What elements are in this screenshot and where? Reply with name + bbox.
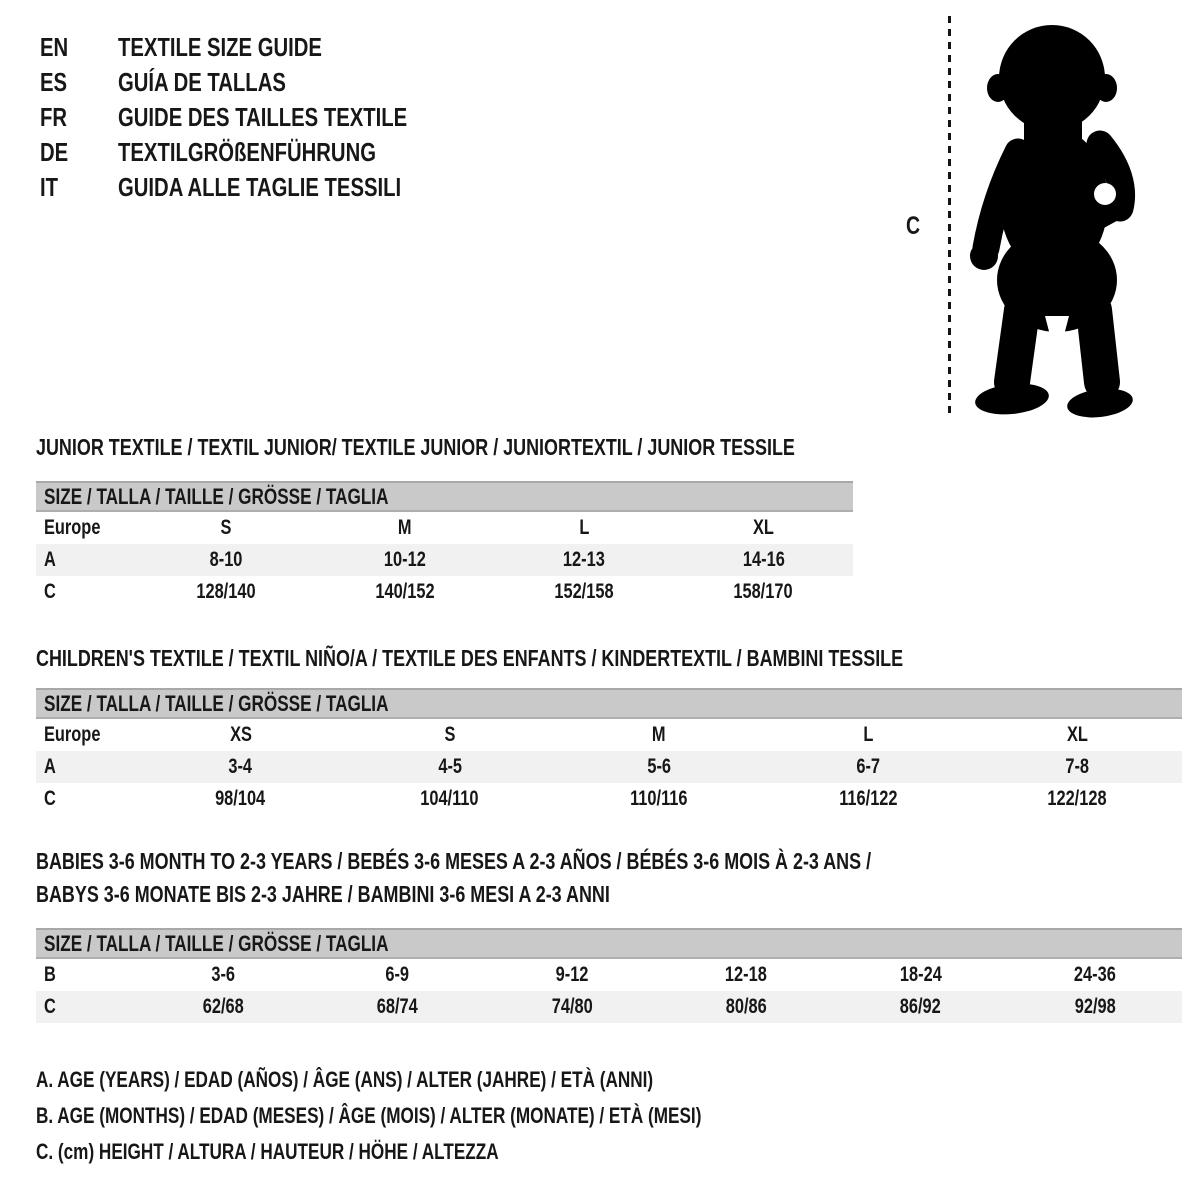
size-header-label: SIZE / TALLA / TAILLE / GRÖSSE / TAGLIA xyxy=(44,483,389,509)
language-code: ES xyxy=(40,67,68,97)
size-value: M xyxy=(652,723,666,746)
language-label: GUÍA DE TALLAS xyxy=(118,67,286,97)
height-value: 122/128 xyxy=(1047,787,1108,810)
height-value: 98/104 xyxy=(215,787,266,810)
size-value: L xyxy=(579,516,590,539)
row-label: A xyxy=(44,548,56,571)
legend xyxy=(36,1062,889,1170)
language-label: TEXTILE SIZE GUIDE xyxy=(118,32,322,62)
size-value: XL xyxy=(1066,723,1088,746)
size-header-label: SIZE / TALLA / TAILLE / GRÖSSE / TAGLIA xyxy=(44,930,389,956)
age-value: 10-12 xyxy=(383,548,426,571)
height-value: 152/158 xyxy=(554,580,614,603)
height-value: 158/170 xyxy=(733,580,793,603)
row-label: B xyxy=(44,963,56,986)
size-value: S xyxy=(220,516,232,539)
legend-line-c: C. (cm) HEIGHT / ALTURA / HAUTEUR / HÖHE / ALTEZZA xyxy=(36,1139,499,1164)
legend-line-a: A. AGE (YEARS) / EDAD (AÑOS) / ÂGE (ANS) / ALTER (JAHRE) / ETÀ (ANNI) xyxy=(36,1067,654,1092)
height-value: 92/98 xyxy=(1074,995,1116,1018)
size-value: XS xyxy=(229,723,252,746)
table-row-height xyxy=(36,991,1182,1023)
age-value: 3-4 xyxy=(228,755,253,778)
babies-size-table xyxy=(36,928,1182,1023)
language-guide-list xyxy=(40,30,489,205)
children-section-title: CHILDREN'S TEXTILE / TEXTIL NIÑO/A / TEXTILE DES ENFANTS / KINDERTEXTIL / BAMBINI TESSILE xyxy=(36,645,904,671)
age-value: 12-13 xyxy=(563,548,606,571)
language-code: DE xyxy=(40,137,69,167)
height-value: 80/86 xyxy=(725,995,767,1018)
row-label: Europe xyxy=(44,723,101,746)
size-value: XL xyxy=(752,516,774,539)
table-row-height xyxy=(36,576,853,608)
size-header-bar xyxy=(36,928,1182,959)
table-row-europe xyxy=(36,512,853,544)
age-value: 5-6 xyxy=(647,755,671,778)
row-label: C xyxy=(44,995,56,1018)
table-row-months xyxy=(36,959,1182,991)
table-row-age xyxy=(36,544,853,576)
language-row-en xyxy=(40,30,489,65)
age-value: 4-5 xyxy=(437,755,462,778)
size-header-label: SIZE / TALLA / TAILLE / GRÖSSE / TAGLIA xyxy=(44,690,389,716)
height-value: 62/68 xyxy=(202,995,244,1018)
size-value: L xyxy=(863,723,874,746)
babies-section-title-line1: BABIES 3-6 MONTH TO 2-3 YEARS / BEBÉS 3-6 MESES A 2-3 AÑOS / BÉBÉS 3-6 MOIS À 2-3 ANS / xyxy=(36,848,872,874)
toddler-silhouette-icon xyxy=(962,12,1142,422)
months-value: 3-6 xyxy=(211,963,236,986)
height-value: 68/74 xyxy=(376,995,418,1018)
months-value: 6-9 xyxy=(385,963,410,986)
babies-section-title-line2: BABYS 3-6 MONATE BIS 2-3 JAHRE / BAMBINI 3-6 MESI A 2-3 ANNI xyxy=(36,881,610,907)
language-code: IT xyxy=(40,172,59,202)
months-value: 9-12 xyxy=(555,963,589,986)
legend-line-b: B. AGE (MONTHS) / EDAD (MESES) / ÂGE (MOIS) / ALTER (MONATE) / ETÀ (MESI) xyxy=(36,1103,702,1128)
language-code: EN xyxy=(40,32,69,62)
language-row-fr xyxy=(40,100,489,135)
language-label: TEXTILGRÖßENFÜHRUNG xyxy=(118,137,376,167)
row-label: A xyxy=(44,755,56,778)
months-value: 24-36 xyxy=(1073,963,1116,986)
height-value: 86/92 xyxy=(899,995,941,1018)
junior-section-title: JUNIOR TEXTILE / TEXTIL JUNIOR/ TEXTILE JUNIOR / JUNIORTEXTIL / JUNIOR TESSILE xyxy=(36,434,795,460)
size-value: S xyxy=(444,723,456,746)
language-label: GUIDE DES TAILLES TEXTILE xyxy=(118,102,408,132)
age-value: 6-7 xyxy=(856,755,881,778)
language-row-de xyxy=(40,135,489,170)
height-value: 110/116 xyxy=(630,787,688,810)
height-value: 128/140 xyxy=(196,580,256,603)
row-label: C xyxy=(44,580,56,603)
table-row-europe xyxy=(36,719,1182,751)
height-value: 104/110 xyxy=(420,787,479,810)
age-value: 8-10 xyxy=(209,548,243,571)
children-size-table xyxy=(36,688,1182,815)
months-value: 12-18 xyxy=(725,963,768,986)
height-measure-label: C xyxy=(906,212,921,240)
height-value: 116/122 xyxy=(839,787,898,810)
months-value: 18-24 xyxy=(899,963,942,986)
junior-size-table xyxy=(36,481,853,608)
age-value: 14-16 xyxy=(742,548,785,571)
row-label: Europe xyxy=(44,516,101,539)
height-value: 74/80 xyxy=(551,995,593,1018)
language-label: GUIDA ALLE TAGLIE TESSILI xyxy=(118,172,402,202)
size-value: M xyxy=(398,516,412,539)
language-row-it xyxy=(40,170,489,205)
age-value: 7-8 xyxy=(1065,755,1090,778)
table-row-height xyxy=(36,783,1182,815)
language-row-es xyxy=(40,65,489,100)
table-row-age xyxy=(36,751,1182,783)
height-measure-dashed-line xyxy=(948,16,951,414)
size-header-bar xyxy=(36,688,1182,719)
size-header-bar xyxy=(36,481,853,512)
row-label: C xyxy=(44,787,56,810)
height-value: 140/152 xyxy=(375,580,435,603)
language-code: FR xyxy=(40,102,68,132)
